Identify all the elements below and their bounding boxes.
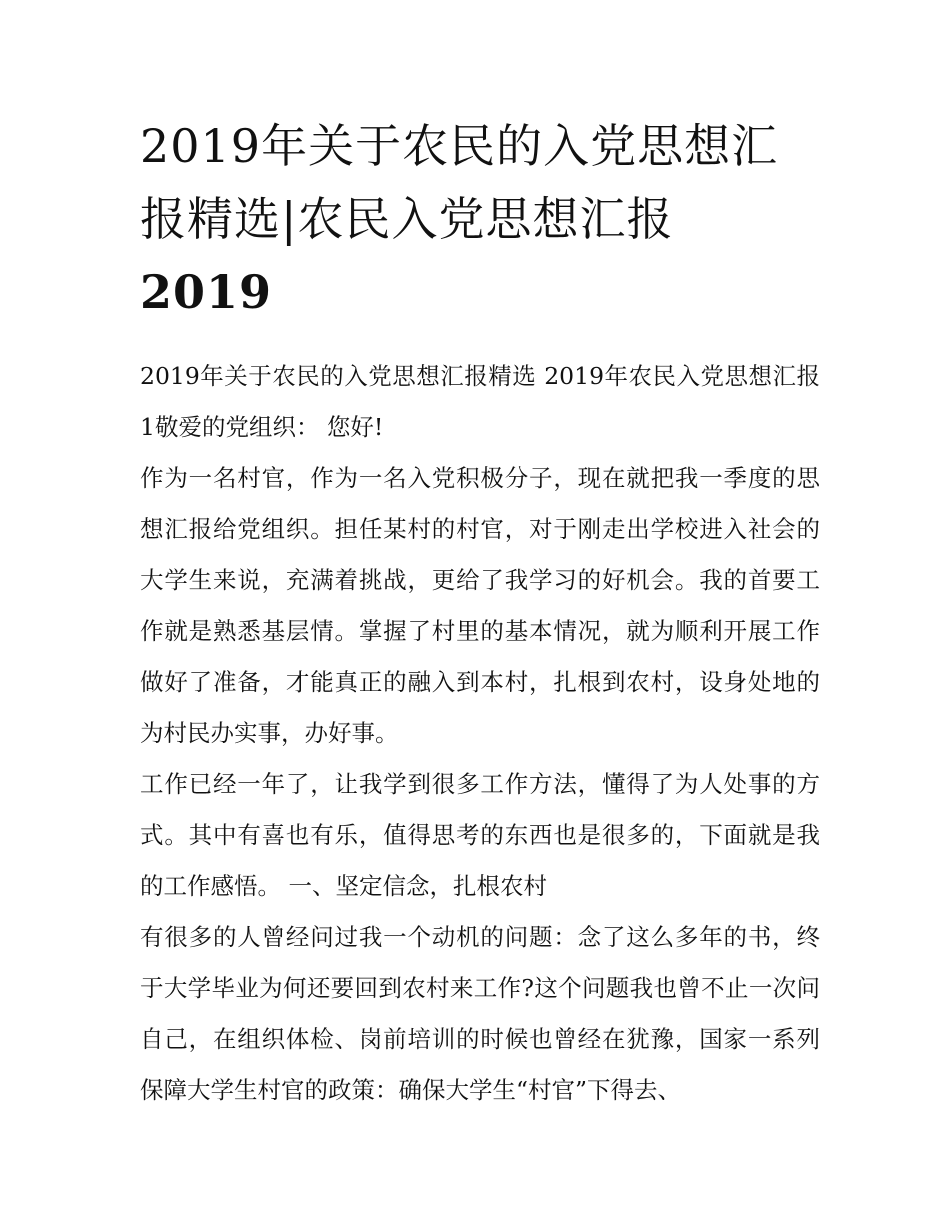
document-body <box>140 351 820 1116</box>
paragraph-4: 有很多的人曾经问过我一个动机的问题：念了这么多年的书，终于大学毕业为何还要回到农村来工作?这个问题我也曾不止一次问自己，在组织体检、岗前培训的时候也曾经在犹豫，国家一系列保障大学生村官的政策：确保大学生“村官”下得去、 <box>140 923 820 1104</box>
title-line-3: 2019 <box>140 265 273 319</box>
document-page <box>140 110 820 1116</box>
title-line-2: 报精选|农民入党思想汇报 <box>140 192 674 246</box>
paragraph-2: 作为一名村官，作为一名入党积极分子，现在就把我一季度的思想汇报给党组织。担任某村的村官，对于刚走出学校进入社会的大学生来说，充满着挑战，更给了我学习的好机会。我的首要工作就是熟悉基层情。掌握了村里的基本情况，就为顺利开展工作做好了准备，才能真正的融入到本村，扎根到农村，设身处地的为村民办实事，办好事。 <box>140 464 820 747</box>
paragraph-3: 工作已经一年了，让我学到很多工作方法，懂得了为人处事的方式。其中有喜也有乐，值得思考的东西也是很多的，下面就是我的工作感悟。 一、坚定信念，扎根农村 <box>140 770 820 900</box>
paragraph-1: 2019年关于农民的入党思想汇报精选 2019年农民入党思想汇报1敬爱的党组织： 您好! <box>140 362 820 441</box>
title-line-1: 2019年关于农民的入党思想汇 <box>140 119 779 173</box>
document-title <box>140 110 820 329</box>
